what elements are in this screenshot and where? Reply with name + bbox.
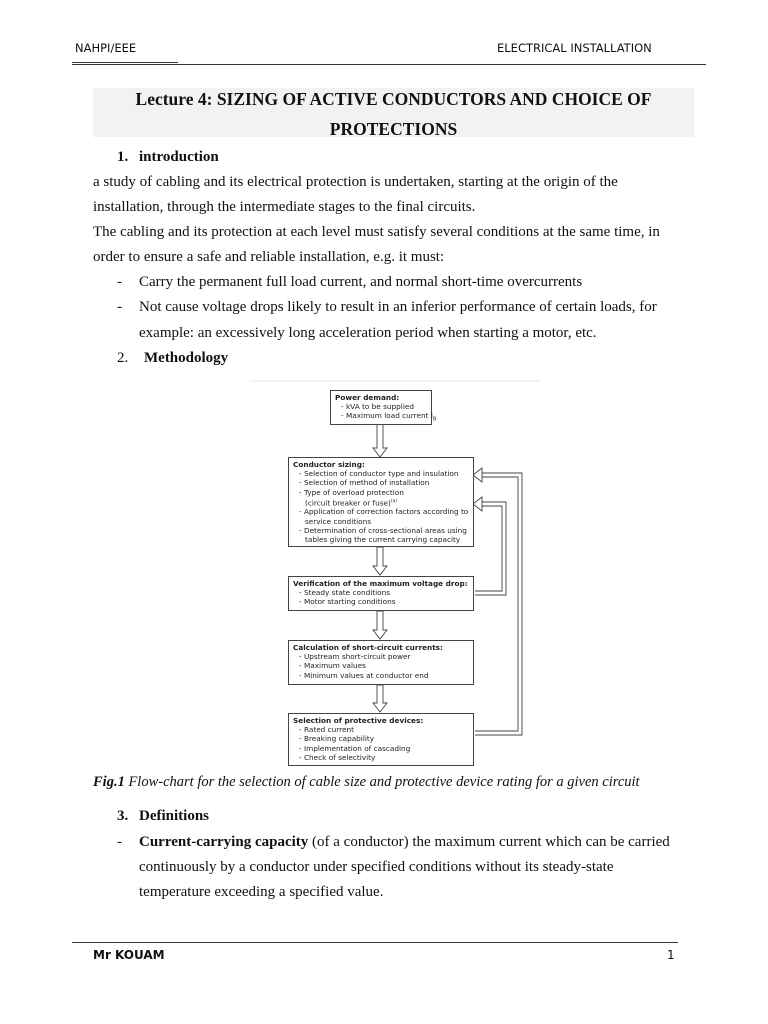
header-right: ELECTRICAL INSTALLATION	[497, 41, 652, 55]
box3-item: - Steady state conditions	[299, 588, 391, 598]
flowchart-box-protective-devices	[288, 713, 474, 766]
box2-note: (a)	[390, 498, 398, 504]
lecture-title-line1: Lecture 4: SIZING OF ACTIVE CONDUCTORS AND CHOICE OF	[135, 89, 652, 109]
box2-item: - Type of overload protection	[299, 487, 404, 497]
box4-item: - Maximum values	[299, 661, 366, 671]
definition-bullet-marker: -	[117, 834, 122, 850]
figure-caption-text: Flow-chart for the selection of cable size and protective device rating for a given circuit	[124, 774, 640, 790]
header-left: NAHPI/EEE	[75, 41, 137, 55]
box2-item: - Application of correction factors according to	[299, 507, 469, 517]
box2-item: tables giving the current carrying capacity	[305, 535, 461, 545]
box1-title: Power demand:	[335, 393, 400, 402]
section3-number: 3.	[117, 808, 129, 824]
section2-heading: Methodology	[144, 350, 229, 366]
section3-heading: Definitions	[139, 808, 210, 824]
flowchart-box-conductor-sizing	[288, 457, 474, 547]
box5-title: Selection of protective devices:	[293, 716, 424, 725]
box2-item: service conditions	[305, 516, 371, 526]
definition-line3: temperature exceeding a specified value.	[139, 884, 384, 900]
figure-caption	[93, 773, 640, 791]
bullet2-line1: Not cause voltage drops likely to result in an inferior performance of certain loads, for	[139, 299, 657, 315]
flowchart-box-short-circuit	[288, 640, 474, 685]
box2-title: Conductor sizing:	[293, 460, 365, 469]
bullet1-marker: -	[117, 274, 122, 290]
box2-item: - Selection of conductor type and insulation	[299, 469, 459, 479]
page-number: 1	[667, 948, 675, 962]
box1-item: - Maximum load current $I_B$	[341, 411, 437, 423]
section1-heading: introduction	[139, 149, 219, 165]
box1-subscript: B	[432, 416, 437, 423]
figure-label: Fig.1	[93, 774, 125, 790]
feedback-loops	[475, 473, 522, 735]
definition-term: Current-carrying capacity	[139, 834, 309, 850]
bullet2-line2: example: an excessively long acceleration period when starting a motor, etc.	[139, 325, 597, 341]
box4-title: Calculation of short-circuit currents:	[293, 643, 443, 652]
header-rule	[72, 64, 706, 65]
flowchart-box-power-demand	[330, 390, 437, 425]
paragraph1-line1: a study of cabling and its electrical protection is undertaken, starting at the origin of the	[93, 174, 618, 190]
box4-item: - Minimum values at conductor end	[299, 670, 429, 680]
paragraph1-line2: installation, through the intermediate stages to the final circuits.	[93, 199, 476, 215]
box5-item: - Implementation of cascading	[299, 743, 411, 753]
arrow-3-4	[373, 611, 387, 639]
flowchart-box-voltage-drop	[288, 576, 474, 611]
box3-item: - Motor starting conditions	[299, 597, 396, 607]
paragraph2-line1: The cabling and its protection at each level must satisfy several conditions at the same time, in	[93, 224, 660, 240]
box2-item: - Selection of method of installation	[299, 478, 430, 488]
header-rule-short	[72, 62, 178, 63]
footer-rule	[72, 942, 678, 943]
bullet2-marker: -	[117, 299, 122, 315]
box5-item: - Check of selectivity	[299, 752, 376, 762]
arrow-1-2	[373, 424, 387, 457]
definition-line1: Current-carrying capacity (of a conductor) the maximum current which can be carried	[139, 834, 670, 850]
box5-item: - Rated current	[299, 725, 354, 735]
box2-item: (circuit breaker or fuse)$^{(a)}$	[305, 498, 398, 508]
box5-item: - Breaking capability	[299, 734, 375, 744]
box3-title: Verification of the maximum voltage drop:	[293, 579, 468, 588]
section2-number: 2.	[117, 350, 129, 366]
box1-item: - kVA to be supplied	[341, 402, 414, 412]
paragraph2-line2: order to ensure a safe and reliable installation, e.g. it must:	[93, 249, 445, 265]
methodology-flowchart	[250, 380, 540, 772]
footer-author: Mr KOUAM	[93, 948, 165, 962]
arrow-4-5	[373, 685, 387, 712]
bullet1-text: Carry the permanent full load current, and normal short-time overcurrents	[139, 274, 583, 290]
lecture-title-line2: PROTECTIONS	[329, 119, 458, 139]
box2-item: - Determination of cross-sectional areas using	[299, 525, 467, 535]
feedback-arrowheads	[473, 468, 482, 511]
arrow-2-3	[373, 547, 387, 575]
definition-line2: continuously by a conductor under specified conditions without its steady-state	[139, 859, 614, 875]
section1-number: 1.	[117, 149, 129, 165]
box4-item: - Upstream short-circuit power	[299, 652, 411, 662]
